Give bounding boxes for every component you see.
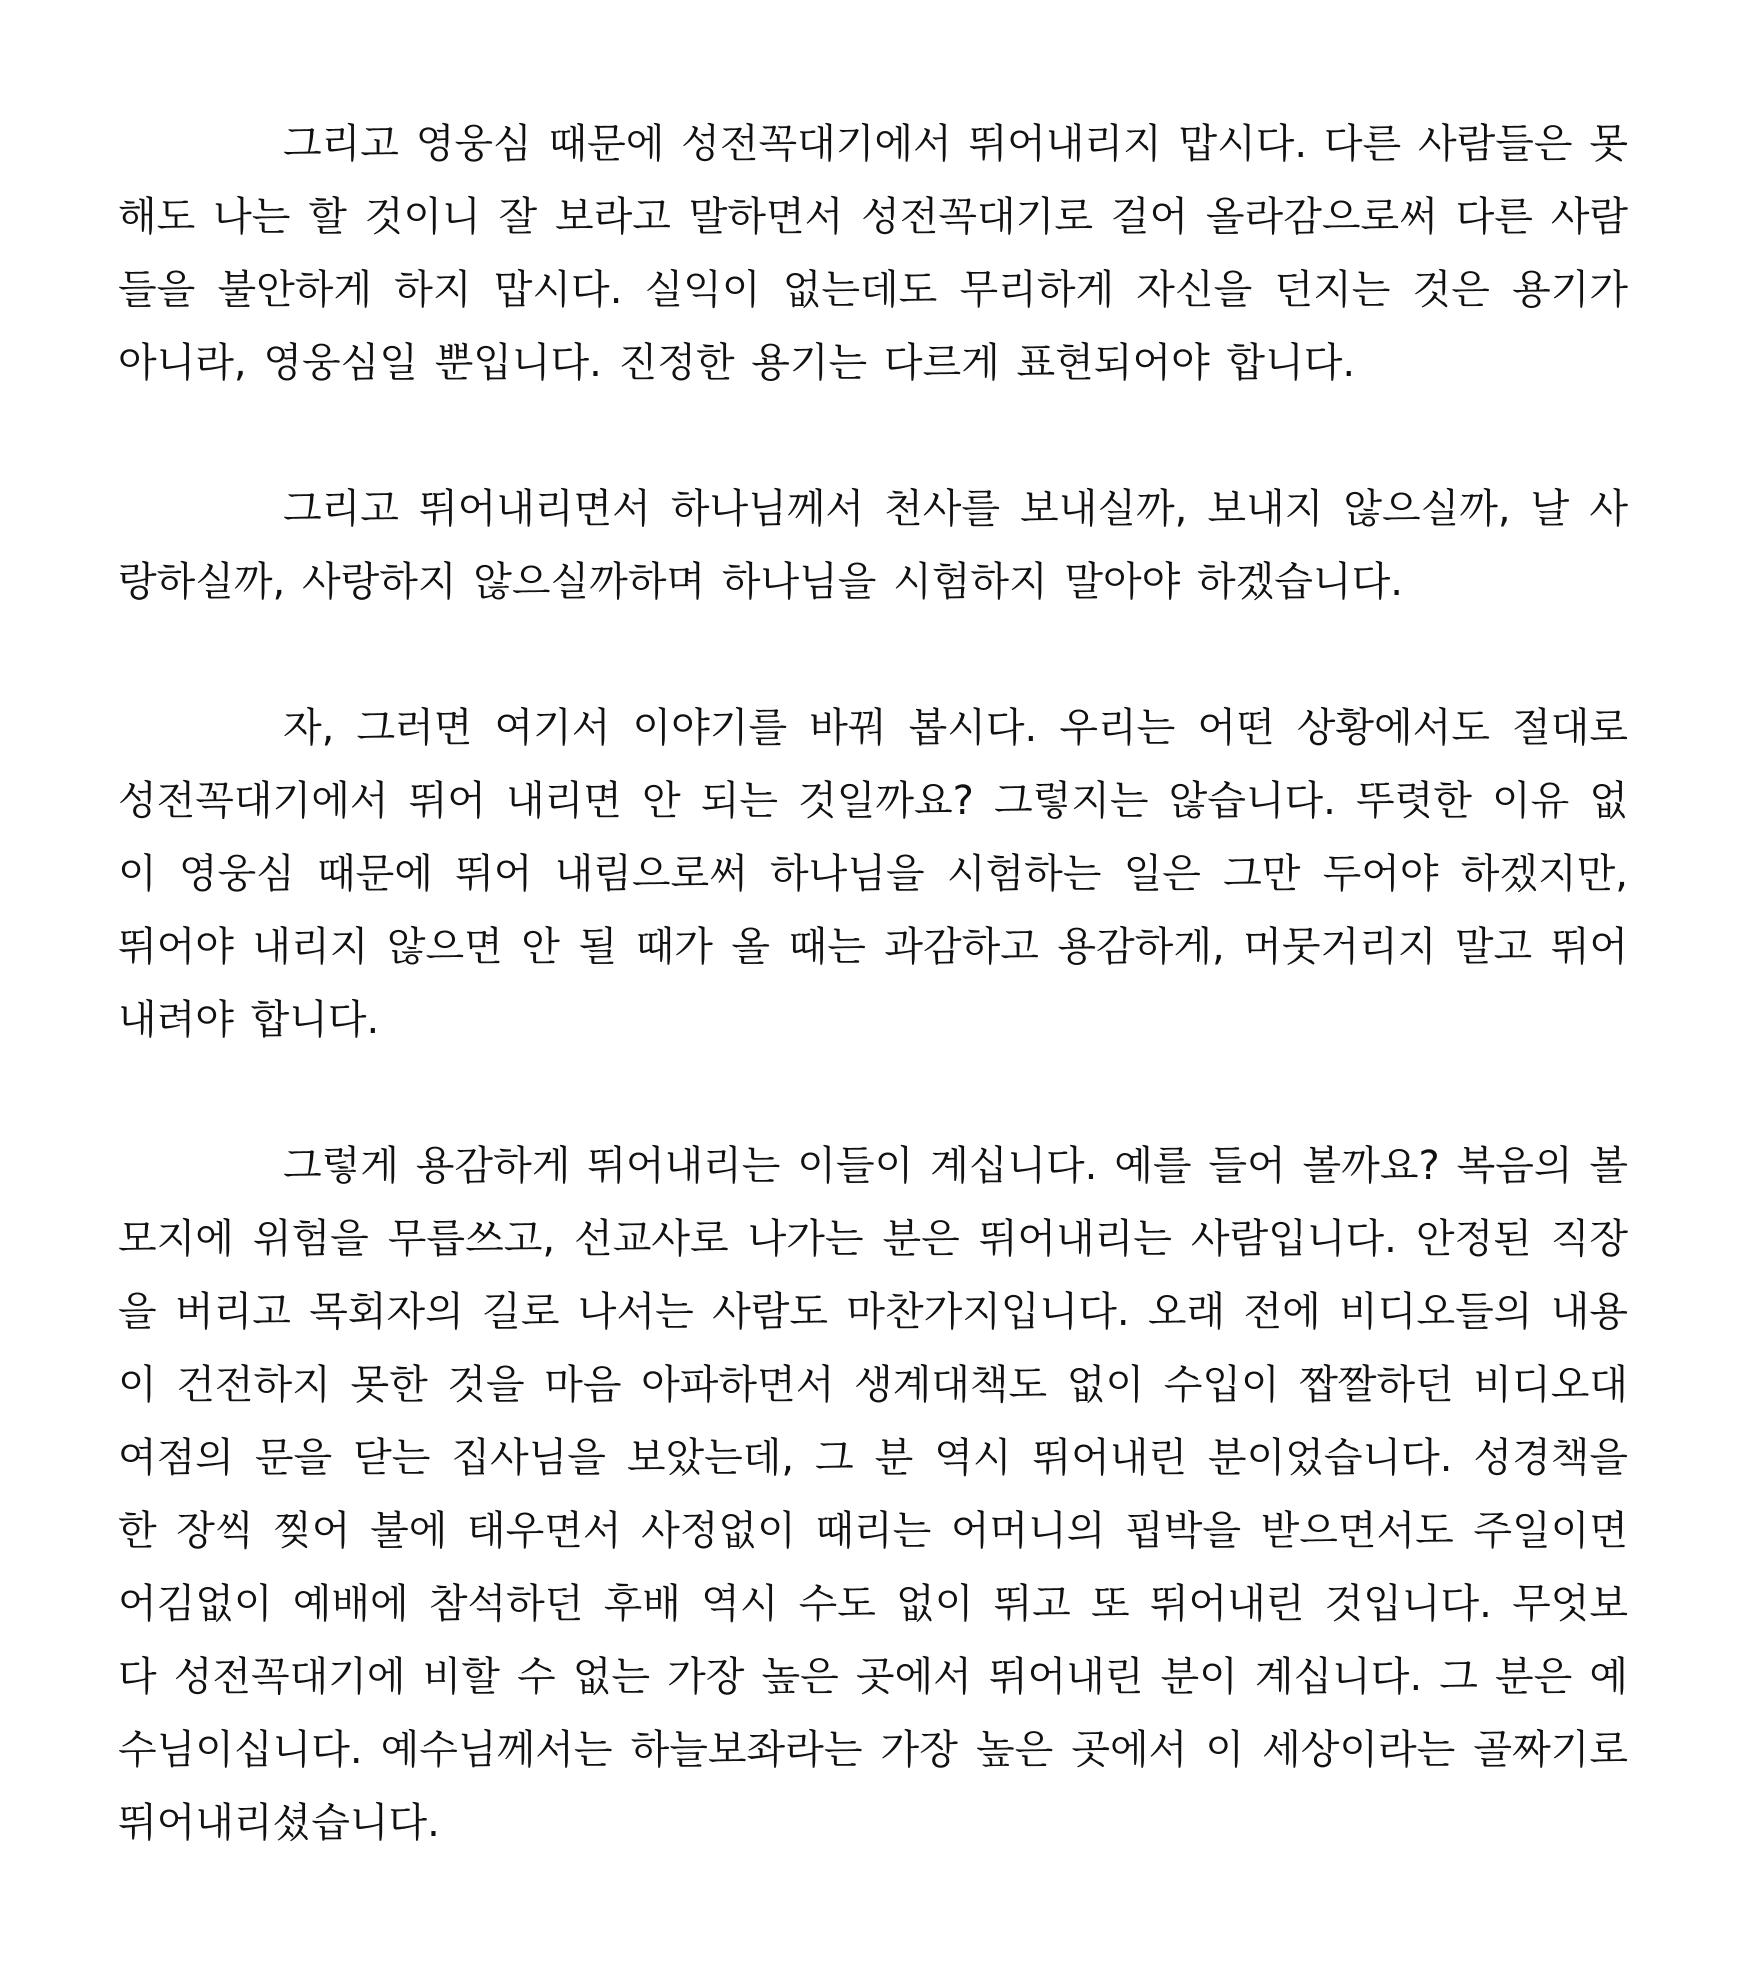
document-page bbox=[118, 108, 1628, 1860]
paragraph-4: 그렇게 용감하게 뛰어내리는 이들이 계십니다. 예를 들어 볼까요? 복음의 볼모지에 위험을 무릅쓰고, 선교사로 나가는 분은 뛰어내리는 사람입니다. 안정된 직장을 버리고 목회자의 길로 나서는 사람도 마찬가지입니다. 오래 전에 비디오들의 내용이 건전하지 못한 것을 마음 아파하면서 생계대책도 없이 수입이 짭짤하던 비디오대여점의 문을 닫는 집사님을 보았는데, 그 분 역시 뛰어내린 분이었습니다. 성경책을 한 장씩 찢어 불에 태우면서 사정없이 때리는 어머니의 핍박을 받으면서도 주일이면 어김없이 예배에 참석하던 후배 역시 수도 없이 뛰고 또 뛰어내린 것입니다. 무엇보다 성전꼭대기에 비할 수 없는 가장 높은 곳에서 뛰어내린 분이 계십니다. 그 분은 예수님이십니다. 예수님께서는 하늘보좌라는 가장 높은 곳에서 이 세상이라는 골짜기로 뛰어내리셨습니다. bbox=[118, 1143, 1628, 1846]
paragraph-1: 그리고 영웅심 때문에 성전꼭대기에서 뛰어내리지 맙시다. 다른 사람들은 못해도 나는 할 것이니 잘 보라고 말하면서 성전꼭대기로 걸어 올라감으로써 다른 사람들을 불안하게 하지 맙시다. 실익이 없는데도 무리하게 자신을 던지는 것은 용기가 아니라, 영웅심일 뿐입니다. 진정한 용기는 다르게 표현되어야 합니다. bbox=[118, 121, 1628, 386]
paragraph-2: 그리고 뛰어내리면서 하나님께서 천사를 보내실까, 보내지 않으실까, 날 사랑하실까, 사랑하지 않으실까하며 하나님을 시험하지 말아야 하겠습니다. bbox=[118, 486, 1628, 605]
paragraph-3: 자, 그러면 여기서 이야기를 바꿔 봅시다. 우리는 어떤 상황에서도 절대로 성전꼭대기에서 뛰어 내리면 안 되는 것일까요? 그렇지는 않습니다. 뚜렷한 이유 없이 영웅심 때문에 뛰어 내림으로써 하나님을 시험하는 일은 그만 두어야 하겠지만, 뛰어야 내리지 않으면 안 될 때가 올 때는 과감하고 용감하게, 머뭇거리지 말고 뛰어 내려야 합니다. bbox=[118, 705, 1628, 1043]
